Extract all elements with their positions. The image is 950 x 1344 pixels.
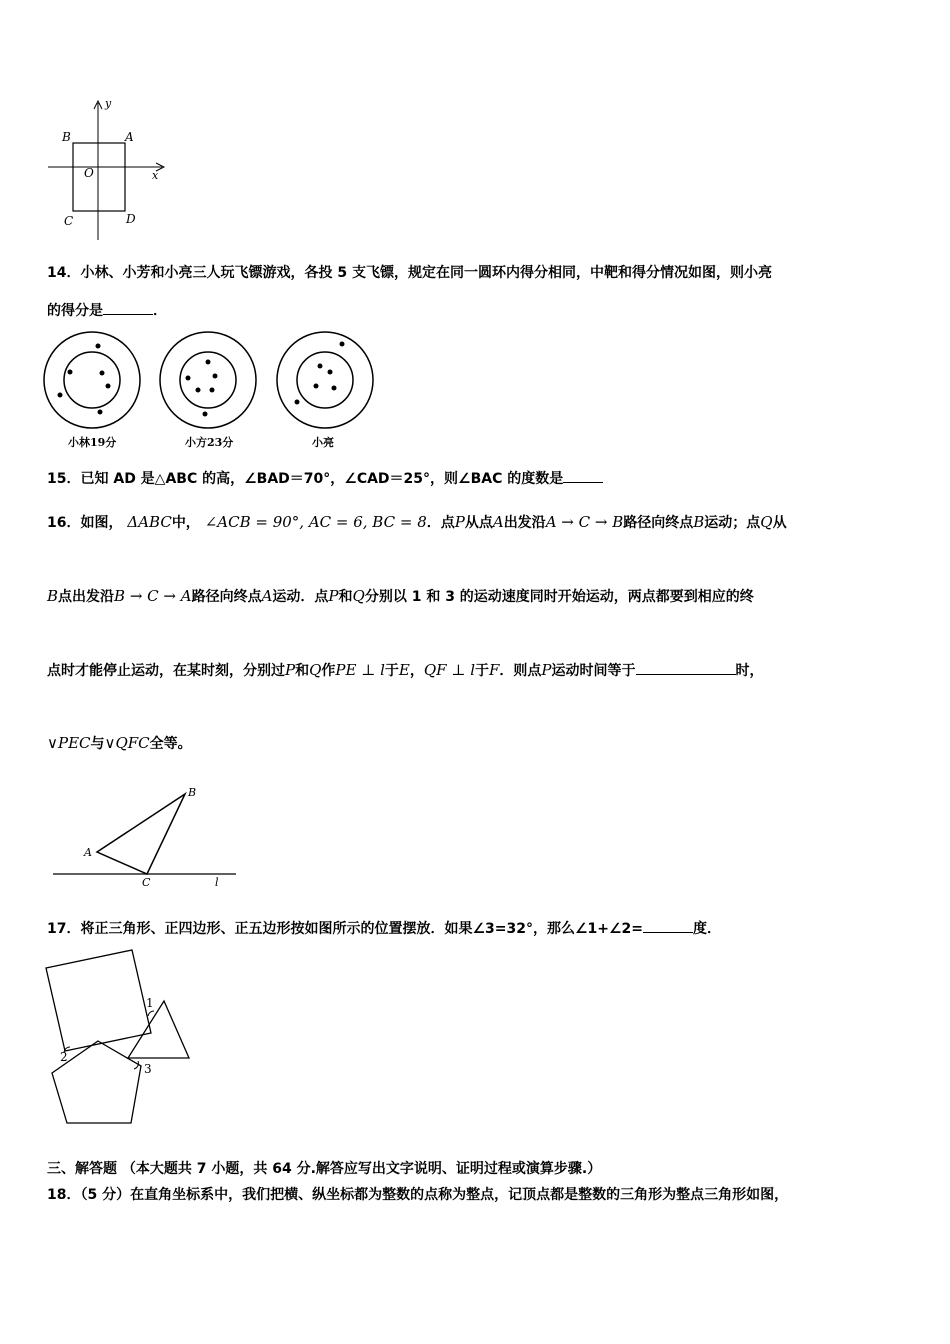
axis-x-label: x [152,169,159,182]
q16-point-e: E [398,661,410,679]
q16-line1 [47,512,787,532]
origin-O-label: O [84,166,94,180]
q15-text: 15．已知 AD 是△ABC 的高，∠BAD＝70°，∠CAD＝25°，则∠BAC 的度数是 [47,471,564,487]
q17-answer-blank[interactable] [643,918,693,933]
target-label-xiaoliang: 小亮 [312,436,334,449]
q16-l1-g: 运动；点 [704,515,761,531]
target-xiaolin [44,332,140,428]
q16-answer-blank[interactable] [636,660,736,675]
q16-l4-b: 全等。 [149,736,192,752]
q17-text-pre: 17．将正三角形、正四边形、正五边形按如图所示的位置摆放．如果∠3=32°，那么∠1+∠2= [47,921,644,937]
q16-l3-b: 和 [295,663,310,679]
target-xiaoliang [277,332,373,428]
point-D-label: D [126,212,136,226]
q16-qf-perp: QF ⊥ l [423,661,475,679]
q16-l3-h: 运动时间等于 [551,663,636,679]
q16-l1-h: 从 [772,515,787,531]
coordinate-square-figure [40,95,170,245]
q16-point-q: Q [760,513,773,531]
q17-question [47,918,721,938]
q16-point-p: P [454,513,465,531]
q15-question [47,468,603,488]
q16-point-f: F [489,661,500,679]
q16-pe-perp: PE ⊥ l [335,661,385,679]
q16-l3-point-p2: P [541,661,552,679]
q16-l2-e: 分别以 1 和 3 的运动速度同时开始运动，两点都要到相应的终 [364,589,754,605]
q16-l2-point-b: B [47,587,59,605]
q14-line2 [47,300,167,320]
q16-conditions: ∠ACB = 90°, AC = 6, BC = 8 [204,513,427,531]
q16-l1-b: 中， [171,515,200,531]
q16-l4-a: 与 [90,736,105,752]
q16-l1-d: 从点 [464,515,493,531]
q16-l2-d: 和 [338,589,353,605]
point-B-label: B [62,130,71,144]
q14-line2-pre: 的得分是 [47,303,103,319]
q16-fig-A: A [84,846,92,859]
target-label-xiaofang: 小方23分 [185,436,234,449]
section-3-heading: 三、解答题 （本大题共 7 小题，共 64 分.解答应写出文字说明、证明过程或演算步骤.） [47,1161,602,1177]
q16-fig-C: C [142,876,151,889]
q16-l3-a: 点时才能停止运动，在某时刻，分别过 [47,663,285,679]
q16-l3-i: 时， [735,663,764,679]
target-xiaofang [160,332,256,428]
point-C-label: C [64,214,74,228]
q16-l2-point-p: P [328,587,339,605]
q16-line2 [47,586,754,606]
q14-line1: 14．小林、小芳和小亮三人玩飞镖游戏，各投 5 支飞镖，规定在同一圆环内得分相同，中靶和得分情况如图，则小亮 [47,265,772,281]
q16-path-acb: A → C → B [545,513,624,531]
q16-fig-B: B [188,786,197,799]
q16-l3-point-p: P [285,661,296,679]
q16-l3-g: ．则点 [499,663,542,679]
q16-l3-c: 作 [321,663,336,679]
q16-triangle-figure [50,782,250,892]
q14-line2-post: ． [153,303,167,319]
dart-targets-figure [40,328,385,453]
target-label-xiaolin: 小林19分 [68,436,117,449]
q16-l2-point-q: Q [352,587,365,605]
q16-l2-point-a: A [261,587,273,605]
q16-point-a: A [492,513,504,531]
q16-l2-a: 点出发沿 [58,589,115,605]
q16-l3-d: 于 [384,663,399,679]
q18-question: 18．（5 分）在直角坐标系中，我们把横、纵坐标都为整数的点称为整点，记顶点都是整数的三角形为整点三角形如图， [47,1187,789,1203]
q16-l1-f: 路径向终点 [623,515,694,531]
q17-angle-2: 2 [60,1050,68,1064]
q16-triangle-pec: ∨PEC [47,734,91,752]
q17-polygons-figure [40,945,200,1130]
q16-l1-a: 16．如图， [47,515,123,531]
q16-l2-b: 路径向终点 [191,589,262,605]
q16-path-bca: B → C → A [114,587,192,605]
q16-l2-c: 运动．点 [272,589,329,605]
q17-angle-1: 1 [146,996,154,1010]
q16-fig-l: l [215,876,219,889]
q15-answer-blank[interactable] [563,468,603,483]
q16-point-b: B [693,513,705,531]
q16-l1-c: ．点 [426,515,455,531]
q16-l3-e: ， [409,663,424,679]
q16-triangle-qfc: ∨QFC [104,734,150,752]
q16-l3-point-q: Q [309,661,322,679]
q14-answer-blank[interactable] [103,300,153,315]
q16-triangle-abc: ΔABC [127,513,172,531]
q16-line3 [47,660,764,680]
q16-line4 [47,733,192,753]
q16-l3-f: 于 [475,663,489,679]
point-A-label: A [125,130,134,144]
q16-l1-e: 出发沿 [503,515,546,531]
q17-angle-3: 3 [144,1062,152,1076]
q17-text-post: 度． [693,921,722,937]
axis-y-label: y [105,97,112,110]
